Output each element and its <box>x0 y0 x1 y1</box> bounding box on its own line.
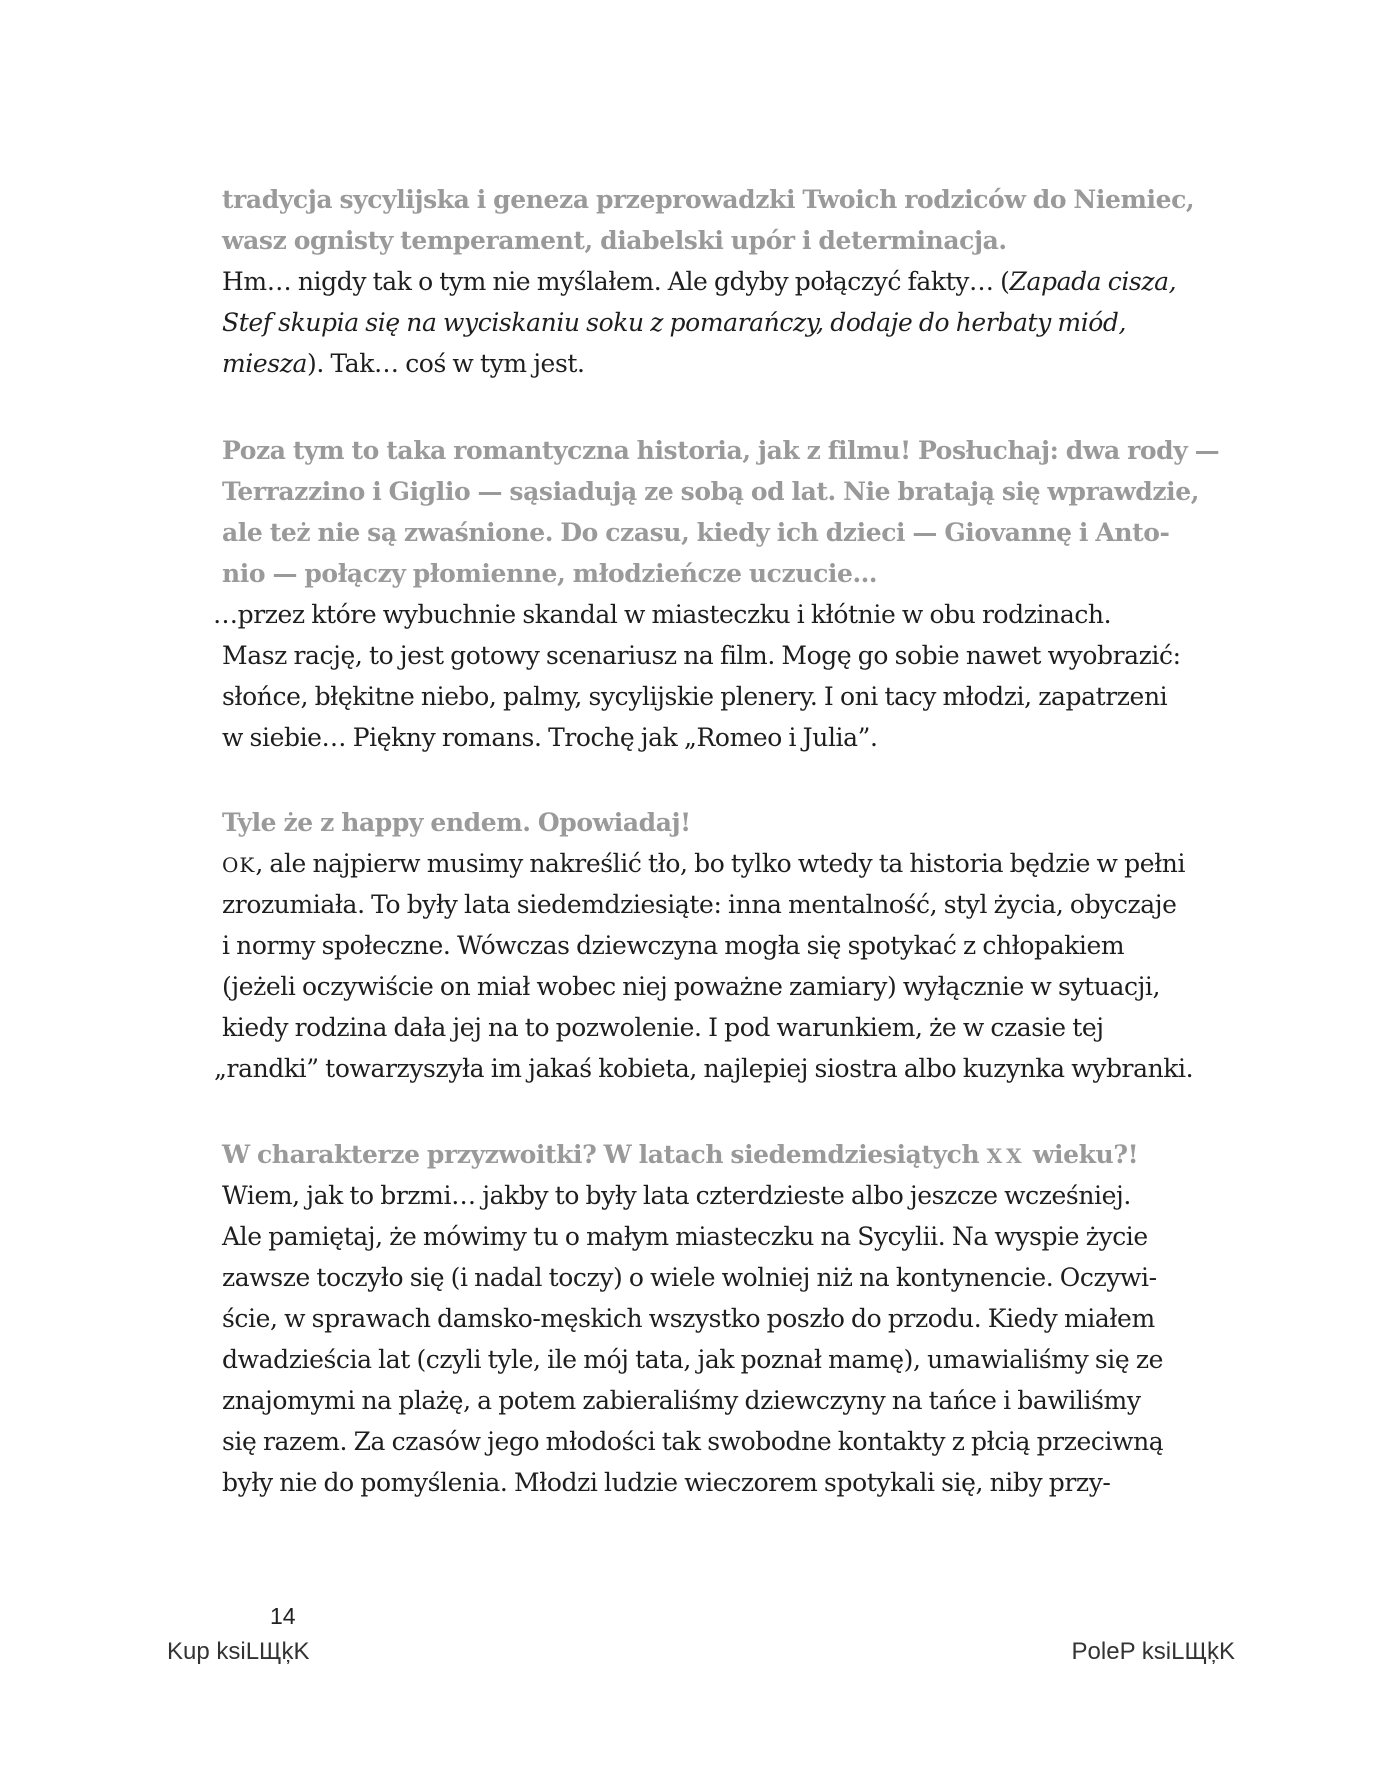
answer-italic-text: Stef skupia się na wyciskaniu soku z pomarańczy, dodaje do herbaty miód, <box>222 308 1127 337</box>
answer-line: się razem. Za czasów jego młodości tak swobodne kontakty z płcią przeciwną <box>222 1427 1164 1456</box>
buy-book-link[interactable]: Kup ksiLЩķK <box>167 1638 310 1665</box>
answer-line: „randki” towarzyszyła im jakaś kobieta, najlepiej siostra albo kuzynka wybranki. <box>214 1054 1194 1083</box>
answer-line: zawsze toczyło się (i nadal toczy) o wiele wolniej niż na kontynencie. Oczywi- <box>222 1263 1157 1292</box>
answer-line: Wiem, jak to brzmi… jakby to były lata czterdzieste albo jeszcze wcześniej. <box>222 1181 1131 1210</box>
dialogue-block-4 <box>222 1134 1164 1503</box>
question-line: wasz ognisty temperament, diabelski upór i determinacja. <box>222 226 1007 255</box>
dialogue-block-1 <box>222 179 1195 384</box>
page-number: 14 <box>270 1603 296 1629</box>
answer-line: ście, w sprawach damsko-męskich wszystko poszło do przodu. Kiedy miałem <box>222 1304 1155 1333</box>
question-line: ale też nie są zwaśnione. Do czasu, kiedy ich dzieci — Giovannę i Anto- <box>222 518 1170 547</box>
small-caps-text: OK <box>222 853 256 877</box>
answer-line: kiedy rodzina dała jej na to pozwolenie. I pod warunkiem, że w czasie tej <box>222 1013 1104 1042</box>
question-line: Tyle że z happy endem. Opowiadaj! <box>222 808 691 837</box>
answer-line: zrozumiała. To były lata siedemdziesiąte: inna mentalność, styl życia, obyczaje <box>222 890 1177 919</box>
answer-line: (jeżeli oczywiście on miał wobec niej poważne zamiary) wyłącznie w sytuacji, <box>222 972 1161 1001</box>
dialogue-block-3 <box>214 802 1194 1089</box>
question-line: nio — połączy płomienne, młodzieńcze uczucie… <box>222 559 878 588</box>
answer-line <box>222 261 1177 302</box>
answer-line: i normy społeczne. Wówczas dziewczyna mogła się spotykać z chłopakiem <box>222 931 1125 960</box>
answer-line: Masz rację, to jest gotowy scenariusz na film. Mogę go sobie nawet wyobrazić: <box>222 641 1181 670</box>
small-caps-text: XX <box>986 1144 1026 1168</box>
dialogue-block-2 <box>213 430 1220 758</box>
answer-line <box>222 302 1127 343</box>
answer-line: znajomymi na plażę, a potem zabieraliśmy dziewczyny na tańce i bawiliśmy <box>222 1386 1141 1415</box>
answer-text: Hm… nigdy tak o tym nie myślałem. Ale gdyby połączyć fakty… ( <box>222 267 1010 296</box>
answer-text: , ale najpierw musimy nakreślić tło, bo tylko wtedy ta historia będzie w pełni <box>255 849 1186 878</box>
question-line: tradycja sycylijska i geneza przeprowadzki Twoich rodziców do Niemiec, <box>222 185 1195 214</box>
answer-italic-text: miesza <box>222 349 308 378</box>
question-line: Poza tym to taka romantyczna historia, jak z filmu! Posłuchaj: dwa rody — <box>222 436 1220 465</box>
question-line <box>222 1134 1139 1175</box>
answer-line <box>222 343 1082 384</box>
answer-line <box>222 843 1186 884</box>
answer-line: …przez które wybuchnie skandal w miasteczku i kłótnie w obu rodzinach. <box>213 600 1112 629</box>
answer-line: słońce, błękitne niebo, palmy, sycylijskie plenery. I oni tacy młodzi, zapatrzeni <box>222 682 1168 711</box>
question-line: Terrazzino i Giglio — sąsiadują ze sobą od lat. Nie bratają się wprawdzie, <box>222 477 1200 506</box>
recommend-book-link[interactable]: PoleP ksiLЩķK <box>1071 1638 1235 1665</box>
answer-text: ). Tak… coś w tym jest. <box>307 349 585 378</box>
answer-italic-text: Zapada cisza, <box>1009 267 1177 296</box>
answer-line: dwadzieścia lat (czyli tyle, ile mój tata, jak poznał mamę), umawialiśmy się ze <box>222 1345 1164 1374</box>
answer-line: Ale pamiętaj, że mówimy tu o małym miasteczku na Sycylii. Na wyspie życie <box>222 1222 1148 1251</box>
question-text: wieku?! <box>1025 1140 1139 1169</box>
answer-line: w siebie… Piękny romans. Trochę jak „Romeo i Julia”. <box>222 723 878 752</box>
question-text: W charakterze przyzwoitki? W latach siedemdziesiątych <box>222 1140 987 1169</box>
answer-line: były nie do pomyślenia. Młodzi ludzie wieczorem spotykali się, niby przy- <box>222 1468 1111 1497</box>
